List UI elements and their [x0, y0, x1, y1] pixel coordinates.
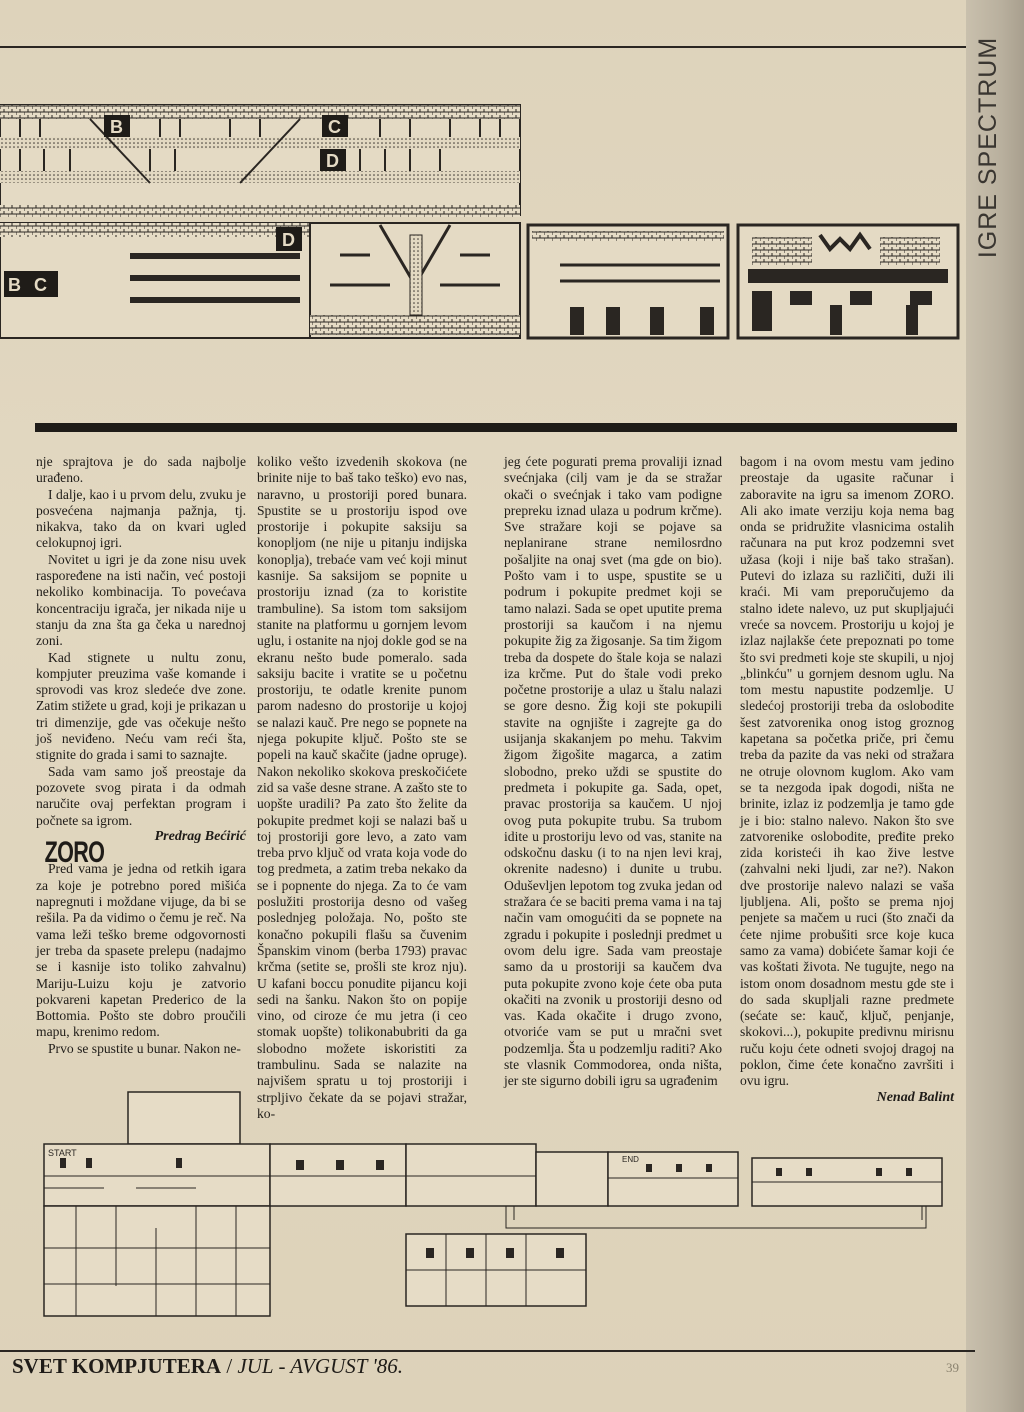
paragraph: Sada vam samo još preostaje da pozovete svog pirata i da odmah naručite ovaj perfektan program i počnete sa igrom.: [36, 763, 246, 828]
paragraph: I dalje, kao i u prvom delu, zvuku je posvećena najmanja pažnja, tj. nikakva, tako da on kvari ugled celokupnoj igri.: [36, 486, 246, 551]
author-signature: Predrag Bećirić: [154, 828, 246, 844]
paragraph: Prvo se spustite u bunar. Nakon ne-: [48, 1040, 241, 1056]
section-label: [962, 36, 1016, 258]
game-screenshots: [0, 85, 960, 355]
game-map-svg: [36, 1088, 952, 1323]
paragraph: Novitet u igri je da zone nisu uvek raspoređene na isti način, već postoji nekoliko kombinacija. To povećava koncentraciju igrača, jer nikada nije u stanju da zna šta ga čeka u narednoj zoni.: [36, 551, 246, 649]
game-screenshots-svg: [0, 85, 960, 355]
column-1: [36, 454, 246, 1057]
top-rule: [0, 46, 975, 48]
author-signature: Nenad Balint: [876, 1089, 954, 1105]
page-number: 39: [946, 1360, 959, 1375]
column-4: [740, 454, 954, 1106]
map-end-label: END: [622, 1155, 639, 1164]
footer: [12, 1354, 403, 1379]
room-letter: D: [326, 151, 339, 171]
room-letter: D: [282, 230, 295, 250]
issue-date: JUL - AVGUST '86.: [237, 1354, 404, 1378]
column-2: [257, 454, 467, 1122]
paragraph: Pred vama je jedna od retkih igara za koje je potrebno pored mišića napregnuti i moždane vijuge, da bi se rešila. Pa da vidimo o čemu je reč. Na vama leži teško breme odgovornosti jer treba da spasete prelepu (nadajmo se i kasnije isto toliko zahvalnu) Mariju-Luizu koju je zatvorio pokvareni kapetan Prederico de la Bottomia. Pošto ste dobro proučili mapu, krenimo redom.: [36, 861, 246, 1040]
paragraph: koliko vešto izvedenih skokova (ne brinite nije to baš tako teško) evo nas, naravno, u prostoriji pored bunara. Spustite se u prostoriju ispod ove prostorije i pokupite saksiju sa konopljom (ne nije u pitanju indijska konoplja), trebaće vam već koji minut kasnije. Sa saksijom se popnite u prostoriju iznad (za to koristite trambuline). Sa istom tom saksijom stanite na platformu u gornjem levom uglu, i ostanite na njoj dokle god se na ekranu nešto bude pomeralo. sada saksiju bacite i vratite se u početnu prostoriju, te odatle krenite punom parom nadesno do prostorije u kojoj se nalazi kauč. Pre nego se popnete na njega pokupite ključ. Pošto ste se popeli na kauč skačite (jadne opruge). Nakon nekoliko skokova preskočićete zid sa vaše desne strane. A zašto ste to uopšte uradili? Pa zato što želite da pokupite predmet koji se nalazi baš u toj prostoriji gore levo, a zato vam treba prvo ključ od vrata koja vode do tog predmeta, a zatim treba nekako da se i popnente do njega. Za to će vam poslužiti prostorija desno od vašeg poslednjeg položaja. No, pošto ste konačno pokupili flašu sa čuvenim Španskim vinom (berba 1793) pravac krčma (setite se, prošli ste kroz nju). U kafani boccu ponudite pijancu koji sedi na šanku. Nakon što on popije vino, od ciroze će mu jetra (i ceo stomak uopšte) tolikonabubriti da ga slobodno možete iskoristiti za trambulinu. Sada se nalazite na najvišem spratu u toj prostoriji i strpljivo čekate da se pojavi stražar, ko-: [257, 454, 467, 1121]
paragraph: jeg ćete pogurati prema provaliji iznad svećnjaka (cilj vam je da se stražar okači o svećnjak i tako vam podigne prepreku iznad ulaza u podrum krčme). Sve stražare koji se pojave sa neplanirane strane nemilosrdno pošaljite na onaj svet (ma gde on bio). Pošto vam i to uspe, spustite se u podrum i pokupite predmet koji se tamo nalazi. Sada se opet uputite prema prostoriji sa kaučom i na njemu pokupite žig za žigosanje. Sa tim žigom treba da dospete do štale koja se nalazi iza krčme. Put do štale vodi preko početne prostorije a ulaz u štalu nalazi se gore desno. Žig koji ste pokupili stavite na ognjište i zagrejte ga do usijanja skakanjem po mehu. Takvim žigom žigošite magarca, a zatim slobodno, preko uždi se spustite do predmeta i pokupite ga. Sada, opet, pravac prostorija sa kaučem. U njoj ovog puta pokupite trubu. Sa trubom idite u prostoriju levo od vas, stanite na odskočnu dasku (i to na njen levi kraj, okrenite nadesno) i dunite u trubu. Oduševljen lepotom tog zvuka jedan od stražara će se baciti prema vama i na taj način vam omogućiti da se popnete na zgradu i pokupite i poslednji predmet u ovom delu igre. Sada vam preostaje samo da u prostoriji sa kaučem dva puta pokupite zvono koje ćete oba puta okačiti na zvonik u prostoriji desno od vas. Kada okačite i drugo zvono, otvoriće vam se put u mračni svet podzemlja. Šta u podzemlju raditi? Ako ste vlasnik Commodorea, onda ništa, jer ste sigurno dobili igru sa ugrađenim: [504, 454, 722, 1089]
game-map: [36, 1088, 952, 1323]
section-label-text: IGRE SPECTRUM: [974, 36, 1003, 258]
footer-separator: /: [226, 1354, 233, 1378]
room-letter: B: [8, 275, 21, 295]
paragraph: Kad stignete u nultu zonu, kompjuter preuzima vaše komande i sprovodi vas kroz sledeće dve zone. Zatim stižete u grad, koji je prikazan u tri dimenzije, gde vas očekuje nešto još neviđeno. Neću vam reći šta, stignite do grada i sami to saznajte.: [36, 649, 246, 763]
room-letter: B: [110, 117, 123, 137]
bottom-rule: [0, 1350, 975, 1352]
article-heading: ZORO: [44, 836, 105, 870]
section-divider: [35, 423, 957, 432]
paragraph: nje sprajtova je do sada najbolje urađeno.: [36, 454, 246, 486]
map-start-label: START: [48, 1148, 77, 1158]
publication-name: SVET KOMPJUTERA: [12, 1354, 222, 1378]
room-letter: C: [328, 117, 341, 137]
room-letter: C: [34, 275, 47, 295]
paragraph: bagom i na ovom mestu vam jedino preostaje da ugasite računar i zaboravite na igru sa imenom ZORO. Ali ako imate verziju koja nema bag onda se pridružite vlasnicima ostalih računara na put kroz podzemni svet užasa (koji i nije baš tako strašan). Putevi do izlaza su različiti, duži ili kraći. Mi vam preporučujemo da stalno idete nalevo, uz put skupljajući vreće sa novcem. Prostoriju u kojoj je izlaz najlakše ćete prepoznati po tome što svi predmeti koje ste skupili, u njoj „blinkću" u gornjem desnom uglu. Na tom mestu napustite podzemlje. U sledećoj prostoriji treba da oslobodite šest zatvorenika onog istog groznog kapetana sa početka priče, pri čemu treba da pazite da vas neki od stražara ne otruje olovnom kuglom. Ako vam se ta nezgoda ipak dogodi, ništa ne brinite, izlaz iz podzemlja je tamo gde je i bio: stalno nalevo. Nakon što sve zatvorenike oslobodite, pređite preko zida koristeći ih kao žive lestve (zahvalni neki ljudi, zar ne?). Nakon dve prostorije nalevo nalazi se vaša ljubljena. Ali, pošto se prema njoj penjete sa mačem u ruci (što znači da ćete njime probušiti srce koje kuca samo za vama) dobićete šamar koji će vas koštati života. Ne tugujte, nego na istom onom dosadnom mestu gde ste i do sada skupljali razne predmete (sećate se: kauč, ključ, penjanje, skokovi...), pokupite predivnu mirisnu ruču koju ćete odneti svojoj dragoj na poklon, čime ćete konačno završiti i ovu igru.: [740, 454, 954, 1089]
column-3: [504, 454, 722, 1090]
